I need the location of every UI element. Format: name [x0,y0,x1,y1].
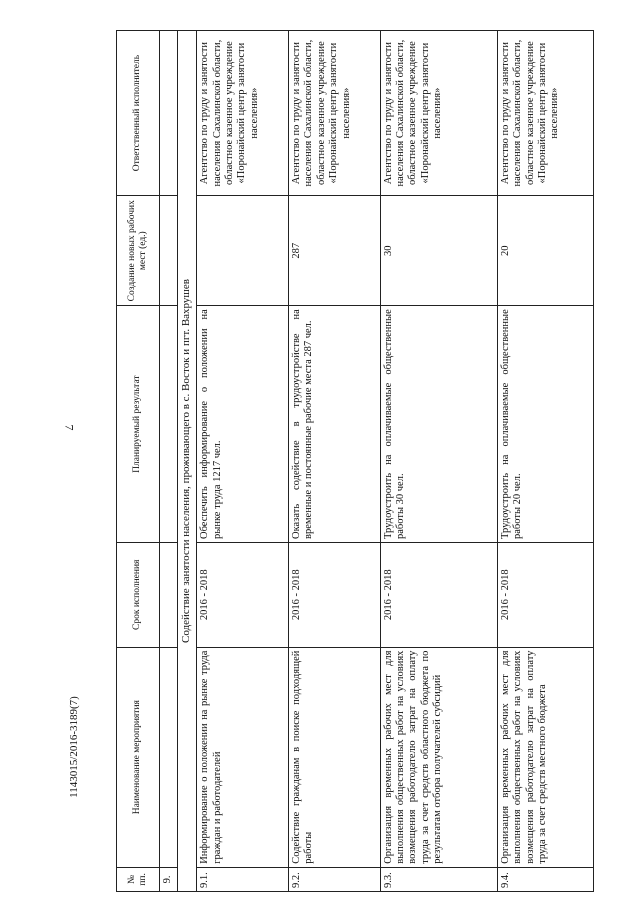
row-name: Информирование о положении на рынке труда граждан и работодателей [197,647,289,867]
index-cell: 9. [159,867,178,891]
row-places: 20 [497,196,593,306]
header-executor: Ответственный исполнитель [117,31,160,196]
row-name: Содействие гражданам в поиске подходящей работы [289,647,381,867]
row-term: 2016 - 2018 [380,542,497,647]
measures-table [116,30,594,892]
row-executor: Агентство по труду и занятости населения Сахалинской области, областное казенное учреждение «Поронайский центр занятости населения» [197,31,289,196]
index-empty [159,196,178,306]
row-name: Организация временных рабочих мест для выполнения общественных работ на условиях возмещения работодателю затрат на оплату труда за счет средств местного бюджета [497,647,593,867]
index-empty [159,647,178,867]
row-term: 2016 - 2018 [289,542,381,647]
table-row [197,31,289,892]
row-num: 9.1. [197,867,289,891]
index-row [159,31,178,892]
table-row [289,31,381,892]
row-num: 9.3. [380,867,497,891]
row-places: 287 [289,196,381,306]
row-executor: Агентство по труду и занятости населения Сахалинской области, областное казенное учреждение «Поронайский центр занятости населения» [289,31,381,196]
table-row [497,31,593,892]
row-result: Трудоустроить на оплачиваемые общественные работы 30 чел. [380,306,497,543]
row-name: Организация временных рабочих мест для выполнения общественных работ на условиях возмещения работодателю затрат на оплату труда за счет средств областного бюджета по результатам отбора получателей субсидий [380,647,497,867]
row-places [197,196,289,306]
header-result: Планируемый результат [117,306,160,543]
table-row [380,31,497,892]
page-number: 7 [62,424,77,431]
row-result: Оказать содействие в трудоустройстве на временные и постоянные рабочие места 287 чел. [289,306,381,543]
header-name: Наименование мероприятия [117,647,160,867]
row-result: Обеспечить информирование о положении на рынке труда 1217 чел. [197,306,289,543]
row-term: 2016 - 2018 [497,542,593,647]
header-places: Создание новых рабочих мест (ед.) [117,196,160,306]
section-title: Содействие занятости населения, проживающего в с. Восток и пгт. Вахрушев [178,31,197,892]
row-executor: Агентство по труду и занятости населения Сахалинской области, областное казенное учреждение «Поронайский центр занятости населения» [497,31,593,196]
row-executor: Агентство по труду и занятости населения Сахалинской области, областное казенное учреждение «Поронайский центр занятости населения» [380,31,497,196]
header-num: № пп. [117,867,160,891]
document-code: 1143015/2016-3189(7) [67,696,80,798]
table-header-row [117,31,160,892]
index-empty [159,31,178,196]
row-places: 30 [380,196,497,306]
row-num: 9.4. [497,867,593,891]
index-empty [159,542,178,647]
rotated-table-container [116,30,594,892]
row-num: 9.2. [289,867,381,891]
section-row [178,31,197,892]
row-term: 2016 - 2018 [197,542,289,647]
index-empty [159,306,178,543]
header-term: Срок исполнения [117,542,160,647]
row-result: Трудоустроить на оплачиваемые общественные работы 20 чел. [497,306,593,543]
